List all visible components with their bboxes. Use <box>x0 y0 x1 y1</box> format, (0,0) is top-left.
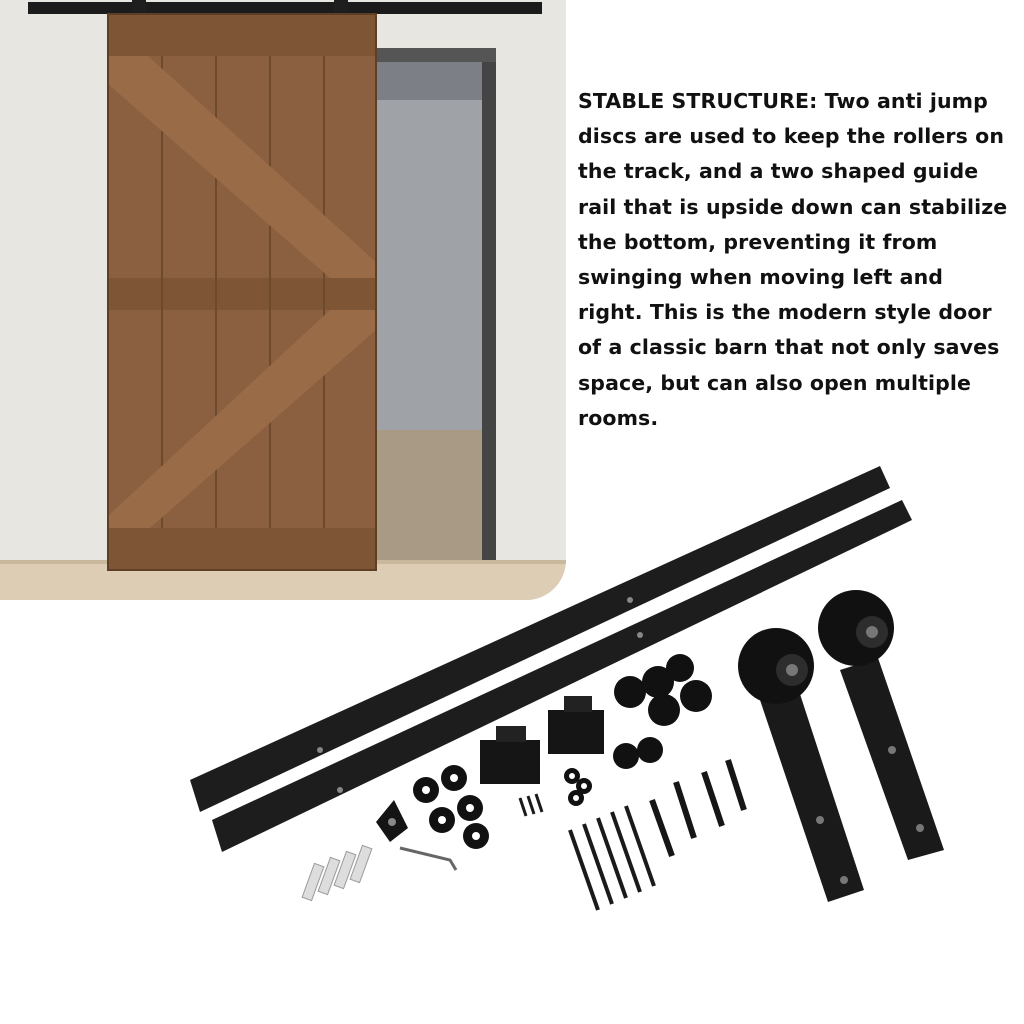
spacer-set <box>613 654 712 769</box>
door-stopper-left <box>480 726 540 784</box>
feature-heading: STABLE STRUCTURE: <box>578 89 818 113</box>
feature-body: Two anti jump discs are used to keep the rollers on the track, and a two shaped guide rail that is upside down can stabilize the bottom, preventing it from swinging when moving left and right. This is the modern style door of a classic barn that not only saves space, but can also open multiple rooms. <box>578 89 1008 430</box>
hex-wrench <box>400 848 456 870</box>
wall-anchors <box>302 845 372 900</box>
floor-guide <box>376 800 408 842</box>
feature-description <box>578 84 1008 436</box>
hex-bolts <box>652 760 744 856</box>
lag-screws <box>570 806 654 910</box>
track-rail <box>28 2 542 14</box>
small-screws <box>520 794 542 816</box>
sliding-door-hardware-kit <box>180 460 960 940</box>
door-stopper-right <box>548 696 604 754</box>
hardware-kit-illustration <box>180 460 960 940</box>
